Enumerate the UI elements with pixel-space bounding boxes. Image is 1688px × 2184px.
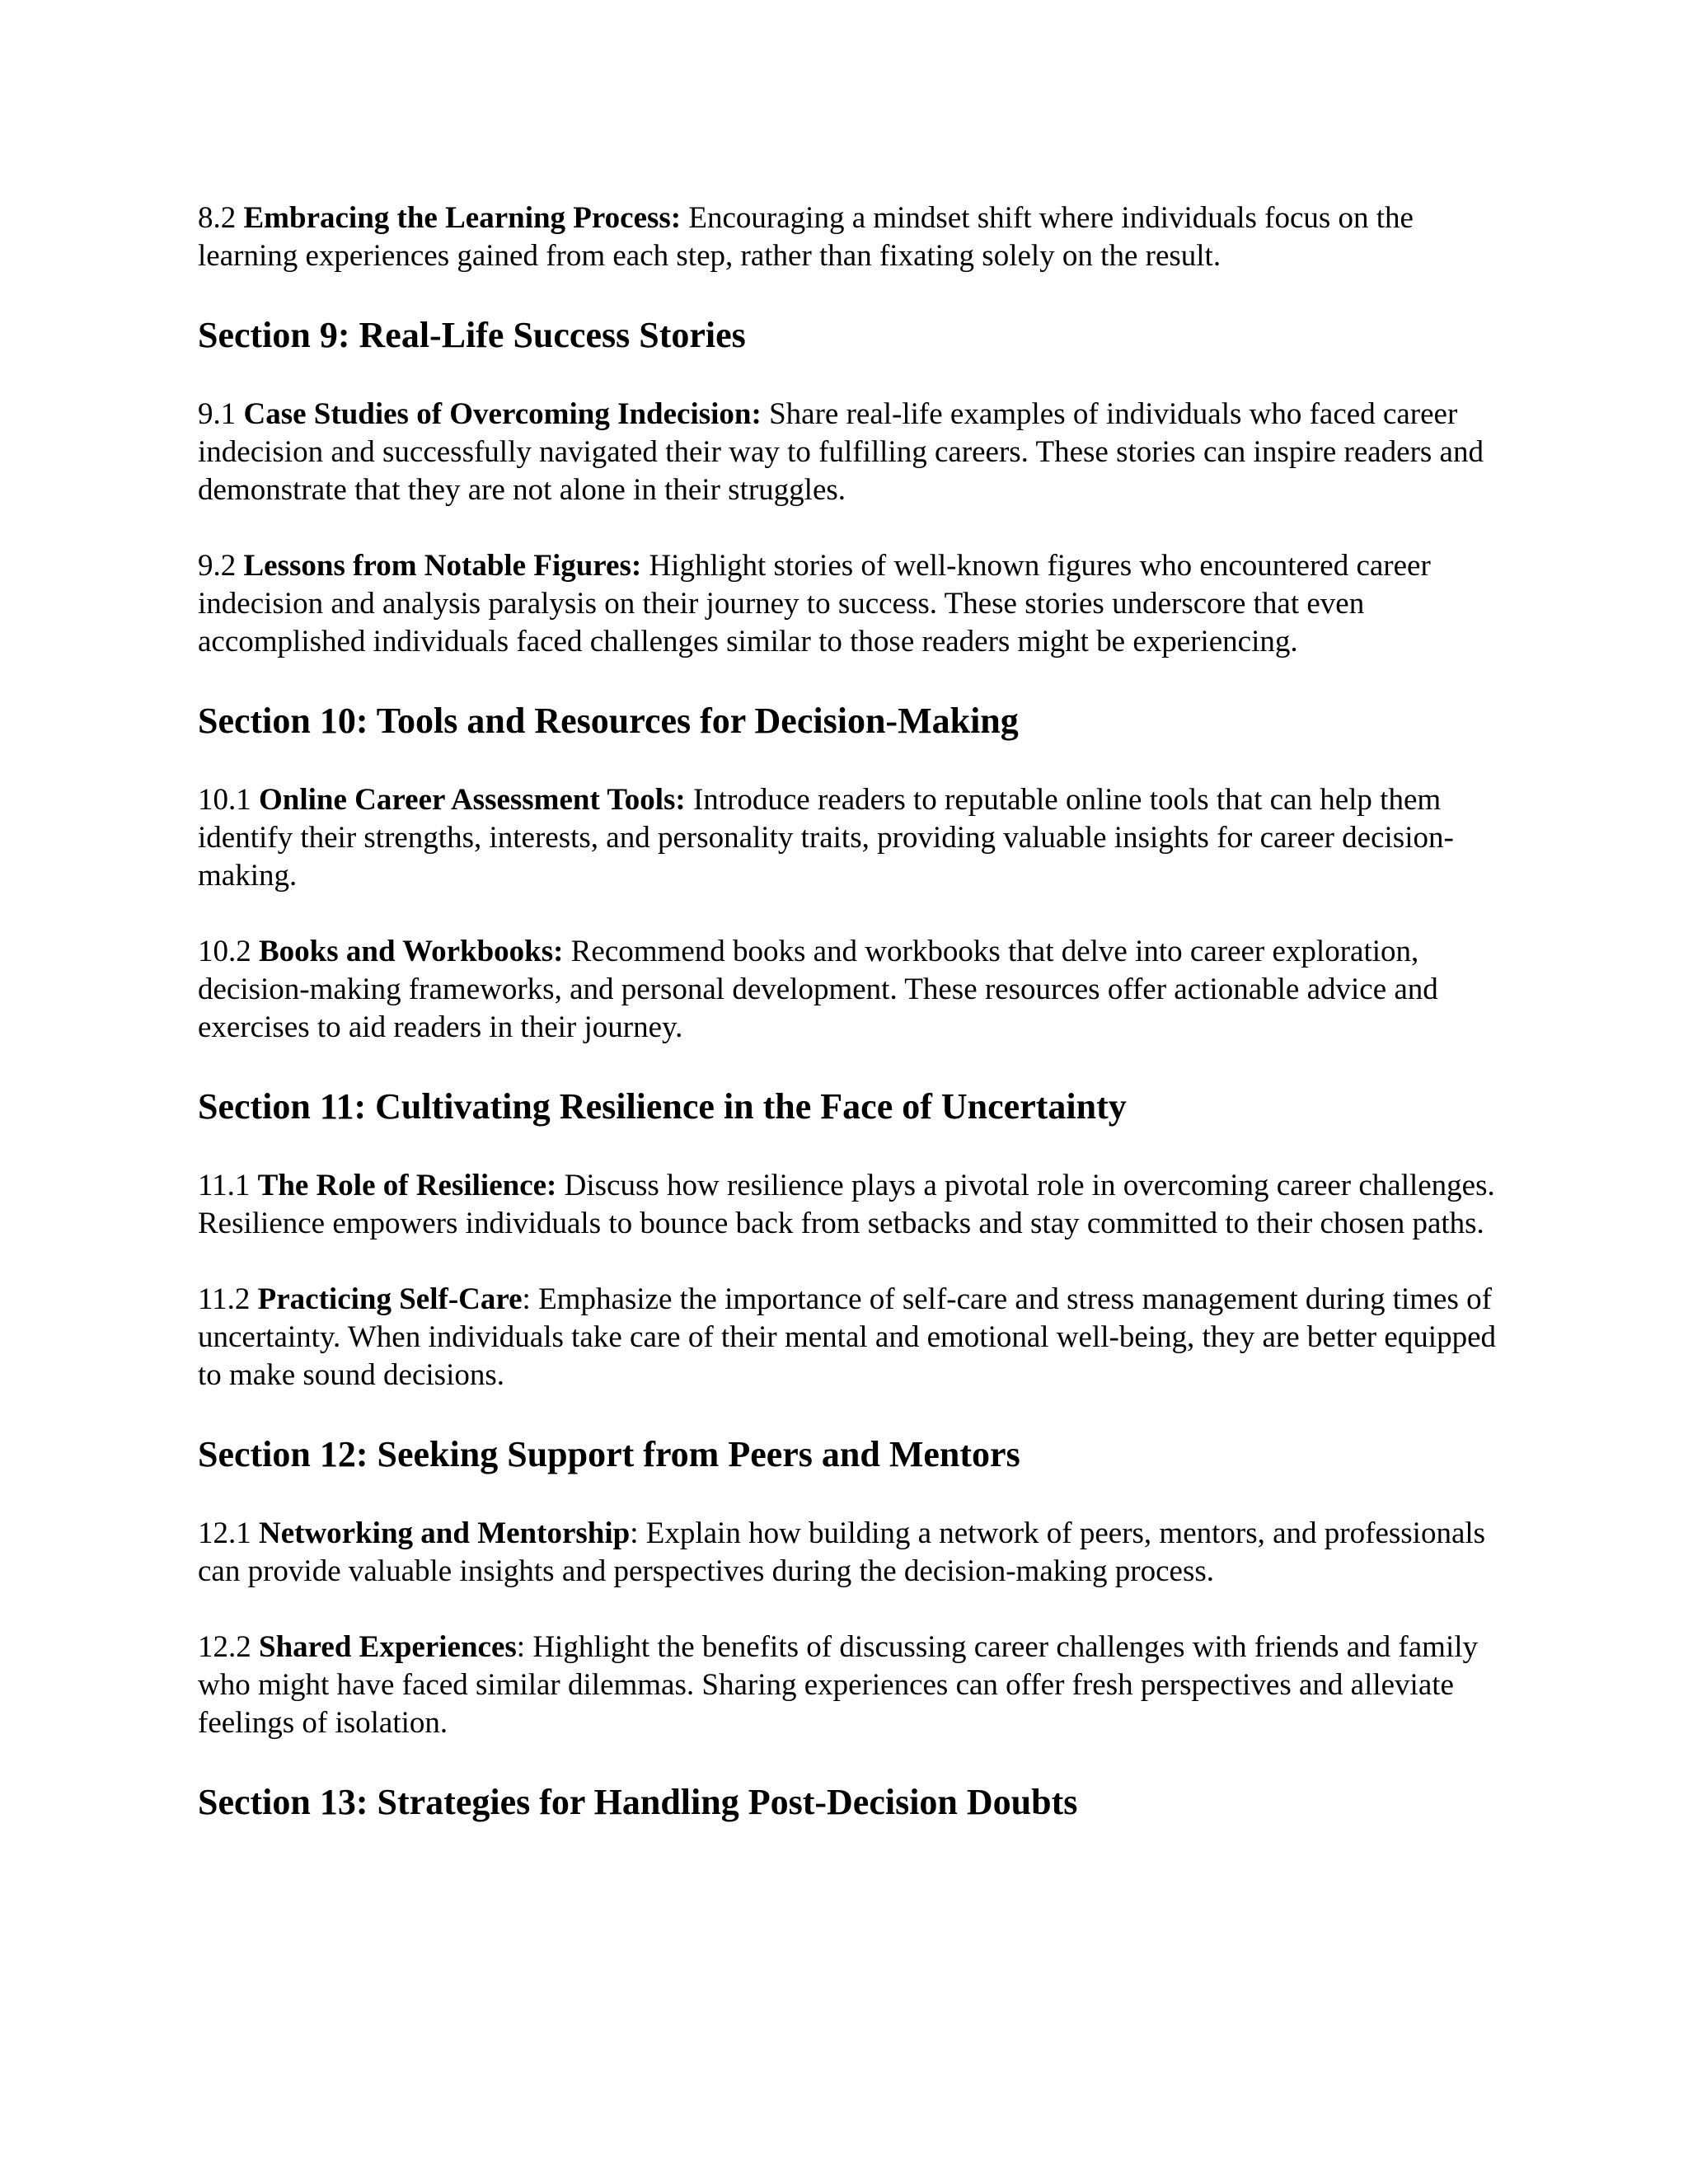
paragraph-12-1 — [198, 1515, 1500, 1591]
document-page — [198, 199, 1500, 1825]
section-heading-10: Section 10: Tools and Resources for Decision-Making — [198, 701, 1019, 741]
paragraph-10-2 — [198, 933, 1500, 1047]
paragraph-number: 12.2 — [198, 1630, 251, 1664]
paragraph-8-2 — [198, 199, 1500, 275]
paragraph-bold-title: Online Career Assessment Tools: — [259, 783, 686, 817]
paragraph-text: Share real-life examples of individuals who faced career indecision and successfully navigated their way to fulfilling careers. These stories can inspire readers and demonstrate that they are not alone in their struggles. — [198, 397, 1484, 507]
paragraph-9-2 — [198, 547, 1500, 661]
paragraph-number: 9.2 — [198, 549, 237, 583]
paragraph-text: Encouraging a mindset shift where individuals focus on the learning experiences gained from each step, rather than fixating solely on the result. — [198, 201, 1414, 273]
paragraph-number: 11.2 — [198, 1282, 251, 1316]
paragraph-text: : Explain how building a network of peers, mentors, and professionals can provide valuable insights and perspectives during the decision-making process. — [198, 1516, 1486, 1588]
paragraph-bold-title: Shared Experiences — [259, 1630, 517, 1664]
paragraph-9-1 — [198, 396, 1500, 509]
section-heading-12: Section 12: Seeking Support from Peers and Mentors — [198, 1434, 1020, 1474]
paragraph-text: : Highlight the benefits of discussing career challenges with friends and family who might have faced similar dilemmas. Sharing experiences can offer fresh perspectives and alleviate feelings of isolation. — [198, 1630, 1479, 1740]
section-heading-11: Section 11: Cultivating Resilience in the Face of Uncertainty — [198, 1086, 1127, 1127]
paragraph-bold-title: Networking and Mentorship — [259, 1516, 631, 1550]
paragraph-text: Recommend books and workbooks that delve into career exploration, decision-making frameworks, and personal development. These resources offer actionable advice and exercises to aid readers in their journey. — [198, 935, 1438, 1044]
paragraph-number: 10.2 — [198, 935, 251, 968]
paragraph-10-1 — [198, 781, 1500, 895]
section-heading-9: Section 9: Real-Life Success Stories — [198, 315, 746, 355]
paragraph-text: Discuss how resilience plays a pivotal role in overcoming career challenges. Resilience empowers individuals to bounce back from setbacks and stay committed to their chosen paths. — [198, 1169, 1495, 1240]
paragraph-number: 10.1 — [198, 783, 251, 817]
paragraph-bold-title: The Role of Resilience: — [257, 1169, 557, 1202]
paragraph-bold-title: Books and Workbooks: — [259, 935, 564, 968]
paragraph-12-2 — [198, 1629, 1500, 1742]
paragraph-11-2 — [198, 1281, 1500, 1394]
paragraph-text: Highlight stories of well-known figures who encountered career indecision and analysis paralysis on their journey to success. These stories underscore that even accomplished individuals faced challenges similar to those readers might be experiencing. — [198, 549, 1431, 658]
paragraph-number: 11.1 — [198, 1169, 251, 1202]
paragraph-bold-title: Practicing Self-Care — [257, 1282, 523, 1316]
paragraph-number: 9.1 — [198, 397, 237, 431]
paragraph-bold-title: Lessons from Notable Figures: — [243, 549, 642, 583]
paragraph-number: 8.2 — [198, 201, 237, 235]
paragraph-bold-title: Case Studies of Overcoming Indecision: — [243, 397, 762, 431]
paragraph-11-1 — [198, 1167, 1500, 1243]
paragraph-bold-title: Embracing the Learning Process: — [243, 201, 682, 235]
section-heading-13: Section 13: Strategies for Handling Post-Decision Doubts — [198, 1782, 1078, 1822]
paragraph-text: : Emphasize the importance of self-care and stress management during times of uncertainty. When individuals take care of their mental and emotional well-being, they are better equipped to make sound decisions. — [198, 1282, 1496, 1392]
paragraph-text: Introduce readers to reputable online tools that can help them identify their strengths, interests, and personality traits, providing valuable insights for career decision-making. — [198, 783, 1454, 893]
paragraph-number: 12.1 — [198, 1516, 251, 1550]
